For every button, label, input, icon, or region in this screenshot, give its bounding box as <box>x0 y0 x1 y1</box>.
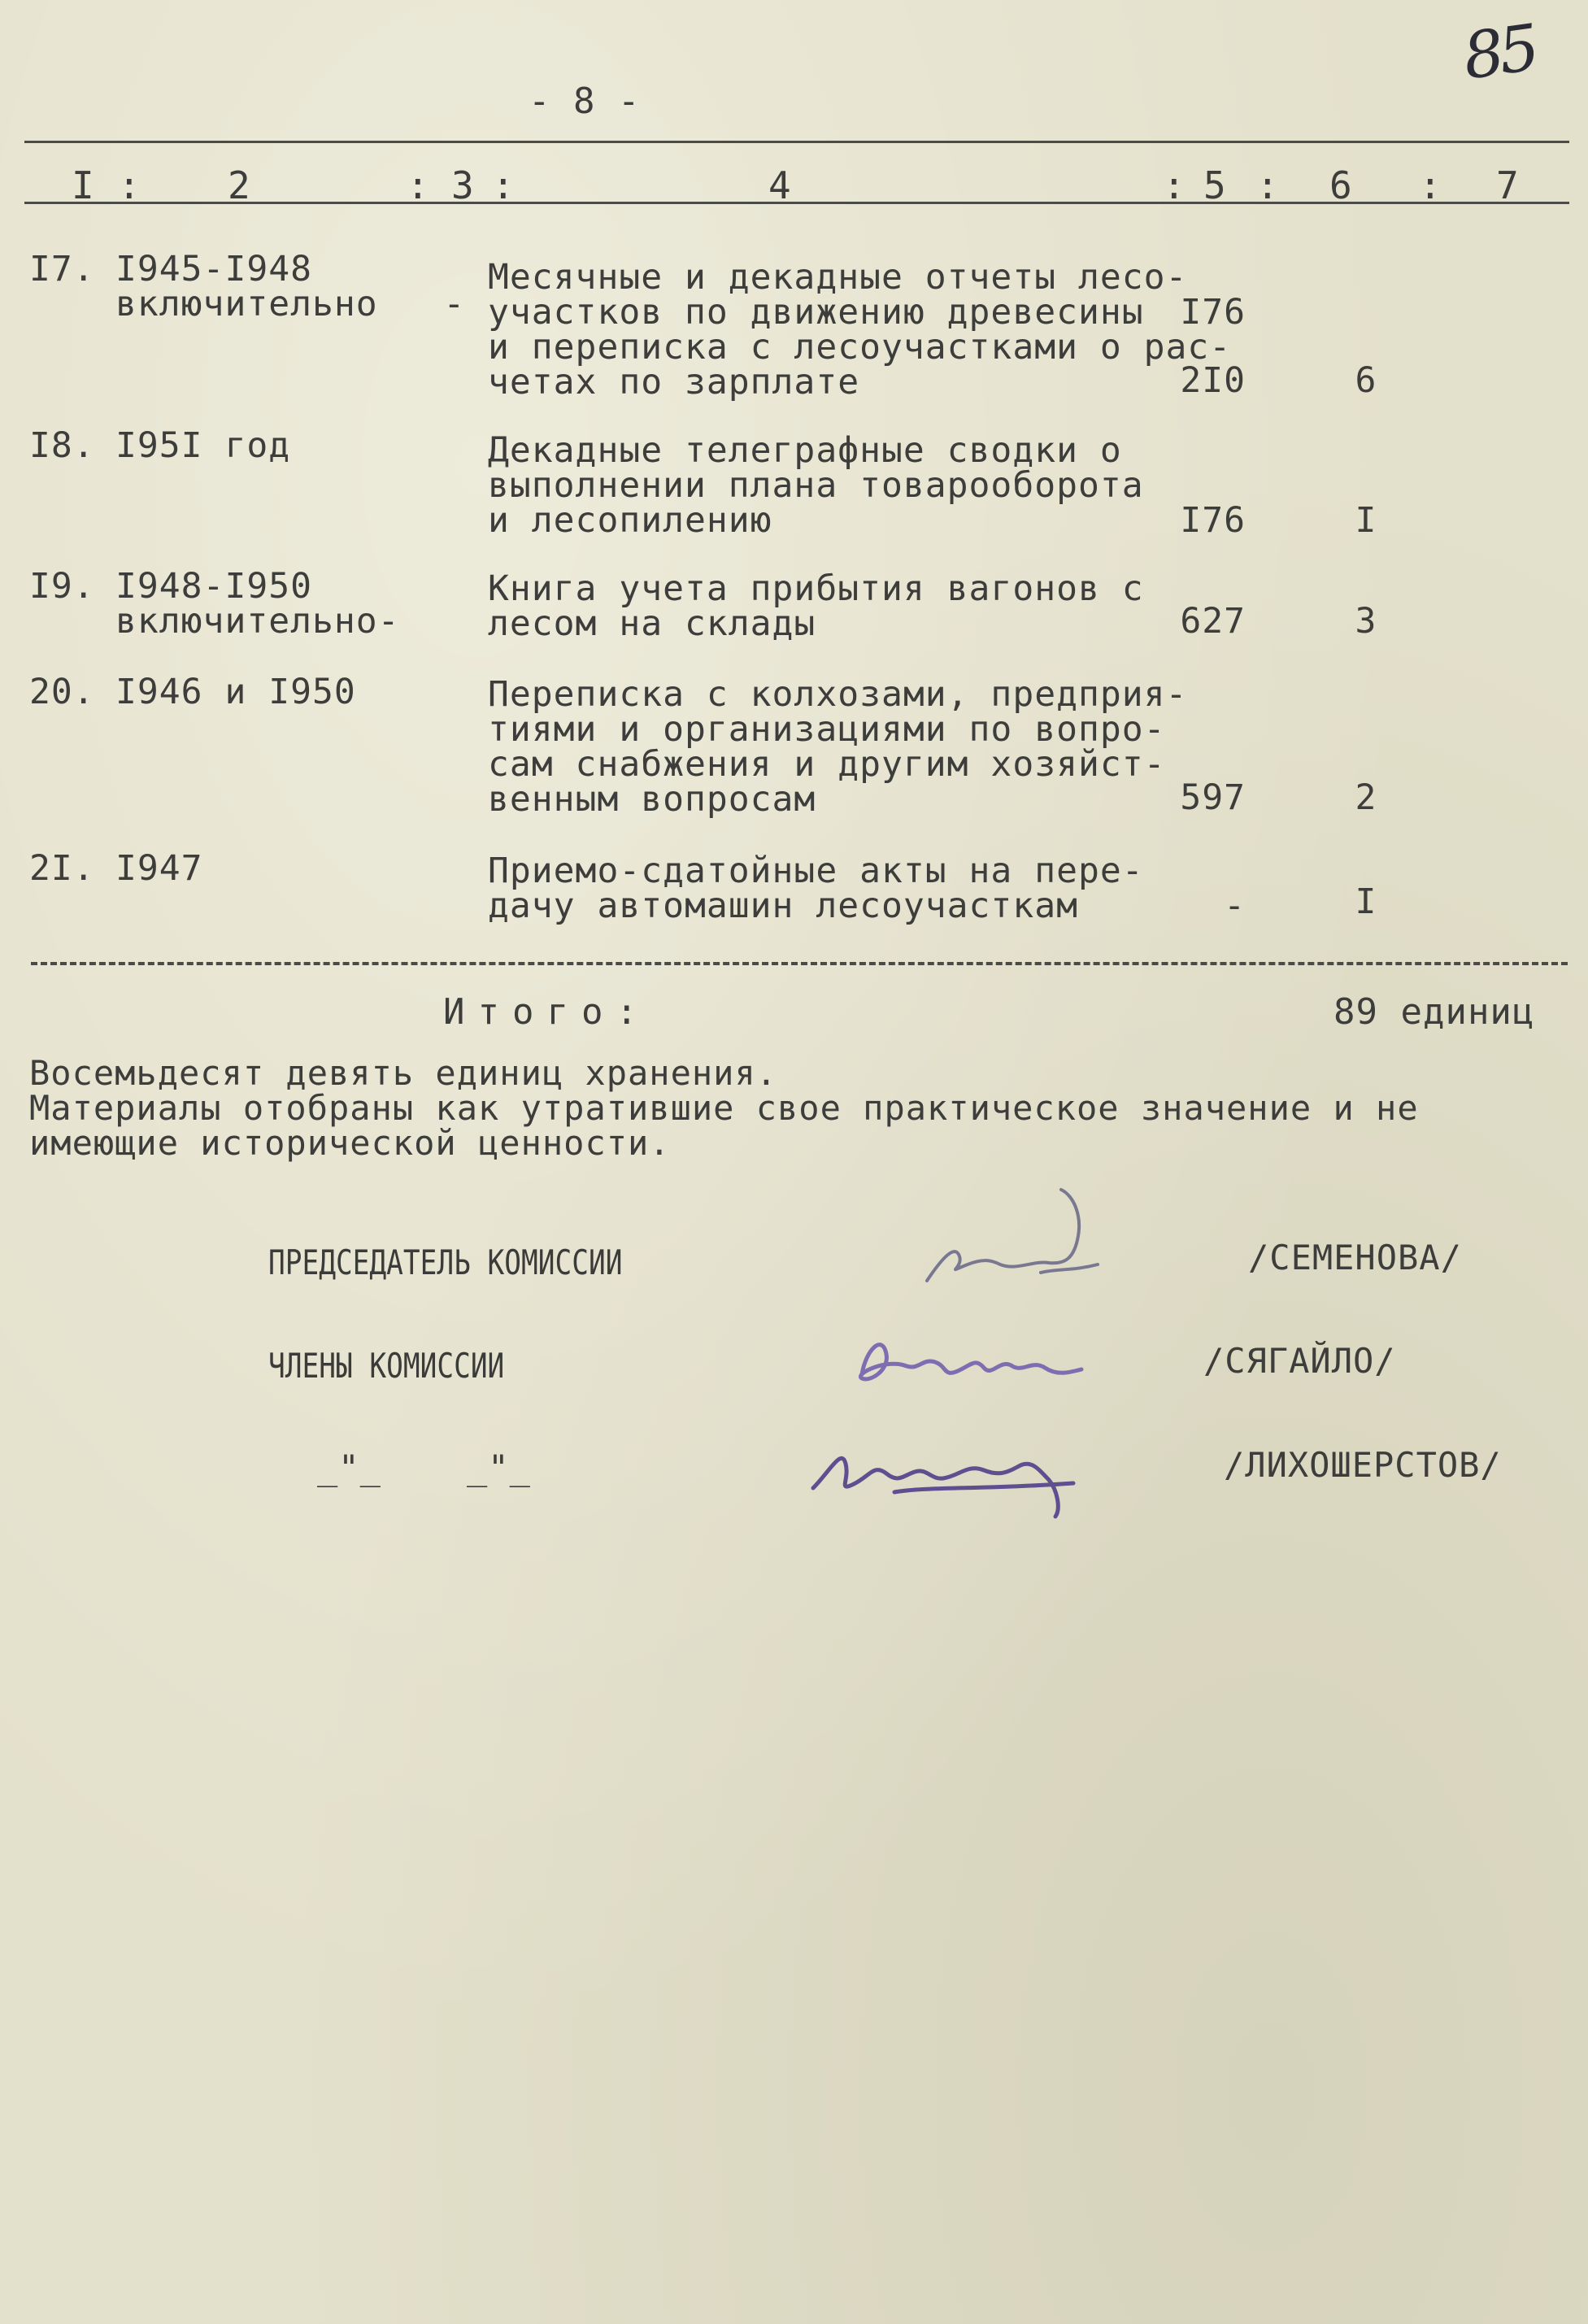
header-col-1: I <box>72 163 95 207</box>
row-description: сам снабжения и другим хозяйст- <box>488 744 1166 785</box>
row-col5: 627 <box>1180 601 1246 642</box>
signature-stroke <box>813 1458 1073 1517</box>
header-rule-top <box>24 141 1569 143</box>
row-description: выполнении плана товарооборота <box>488 465 1144 506</box>
header-sep: : <box>1163 163 1186 207</box>
signature-name: /СЕМЕНОВА/ <box>1248 1238 1462 1277</box>
header-sep: : <box>1419 163 1442 207</box>
row-description: участков по движению древесины <box>488 292 1144 333</box>
header-col-5: 5 <box>1203 163 1227 207</box>
row-col5: I76 <box>1180 500 1246 541</box>
row-description: дачу автомашин лесоучасткам <box>488 886 1078 926</box>
row-description: Переписка с колхозами, предприя- <box>488 674 1188 715</box>
header-col-2: 2 <box>228 163 251 207</box>
handwritten-signature <box>797 1415 1122 1521</box>
header-sep: : <box>118 163 141 207</box>
row-date: I95I год <box>115 425 291 466</box>
row-date: I948-I950 <box>115 566 312 607</box>
row-col6: 6 <box>1355 360 1377 401</box>
row-col6: 3 <box>1355 601 1377 642</box>
folio-number: 85 <box>1459 11 1540 94</box>
header-sep: : <box>1256 163 1280 207</box>
row-col6: I <box>1355 881 1377 922</box>
ditto-marks: _"_ _"_ <box>317 1447 531 1487</box>
signature-name: /СЯГАЙЛО/ <box>1203 1341 1396 1381</box>
row-number: I8. <box>29 425 95 466</box>
header-col-3: 3 <box>451 163 475 207</box>
row-number: I9. <box>29 566 95 607</box>
row-col6: I <box>1355 500 1377 541</box>
handwritten-signature <box>838 1309 1098 1399</box>
signature-stroke <box>860 1345 1081 1379</box>
row-col5: 597 <box>1180 777 1246 818</box>
header-col-7: 7 <box>1496 163 1520 207</box>
row-col5: - <box>1224 886 1246 926</box>
row-description: четах по зарплате <box>488 362 860 403</box>
row-col5: I76 <box>1180 292 1246 333</box>
row-number: 2I. <box>29 848 95 889</box>
dashed-separator <box>31 962 1568 965</box>
note-line: Материалы отобраны как утратившие свое практическое значение и не <box>29 1088 1419 1128</box>
note-line: имеющие исторической ценности. <box>29 1123 671 1163</box>
row-col5: 2I0 <box>1180 360 1246 401</box>
row-description: венным вопросам <box>488 779 816 820</box>
signature-stroke <box>927 1190 1098 1281</box>
signature-role: ЧЛЕНЫ КОМИССИИ <box>268 1346 505 1386</box>
row-date: включительно - <box>115 284 466 324</box>
page-number: - 8 - <box>529 81 641 122</box>
header-col-6: 6 <box>1329 163 1353 207</box>
row-description: Месячные и декадные отчеты лесо- <box>488 257 1188 298</box>
row-description: Приемо-сдатойные акты на пере- <box>488 851 1144 891</box>
row-number: I7. <box>29 249 95 289</box>
total-value: 89 единиц <box>1333 991 1535 1033</box>
row-number: 20. <box>29 672 95 712</box>
row-description: и лесопилению <box>488 500 772 541</box>
row-date: I945-I948 <box>115 249 312 289</box>
header-sep: : <box>492 163 516 207</box>
row-description: лесом на склады <box>488 603 816 644</box>
row-col6: 2 <box>1355 777 1377 818</box>
row-description: Книга учета прибытия вагонов с <box>488 568 1144 609</box>
header-sep: : <box>407 163 430 207</box>
signature-role: ПРЕДСЕДАТЕЛЬ КОМИССИИ <box>268 1243 623 1282</box>
row-description: и переписка с лесоучастками о рас- <box>488 327 1232 368</box>
handwritten-signature <box>911 1183 1122 1297</box>
total-label: Итого: <box>443 991 650 1033</box>
row-date: I947 <box>115 848 203 889</box>
row-date: включительно- <box>115 601 400 642</box>
row-date: I946 и I950 <box>115 672 356 712</box>
row-description: тиями и организациями по вопро- <box>488 709 1166 750</box>
note-line: Восемьдесят девять единиц хранения. <box>29 1053 778 1093</box>
header-col-4: 4 <box>768 163 792 207</box>
signature-name: /ЛИХОШЕРСТОВ/ <box>1224 1445 1502 1485</box>
row-description: Декадные телеграфные сводки о <box>488 430 1122 471</box>
